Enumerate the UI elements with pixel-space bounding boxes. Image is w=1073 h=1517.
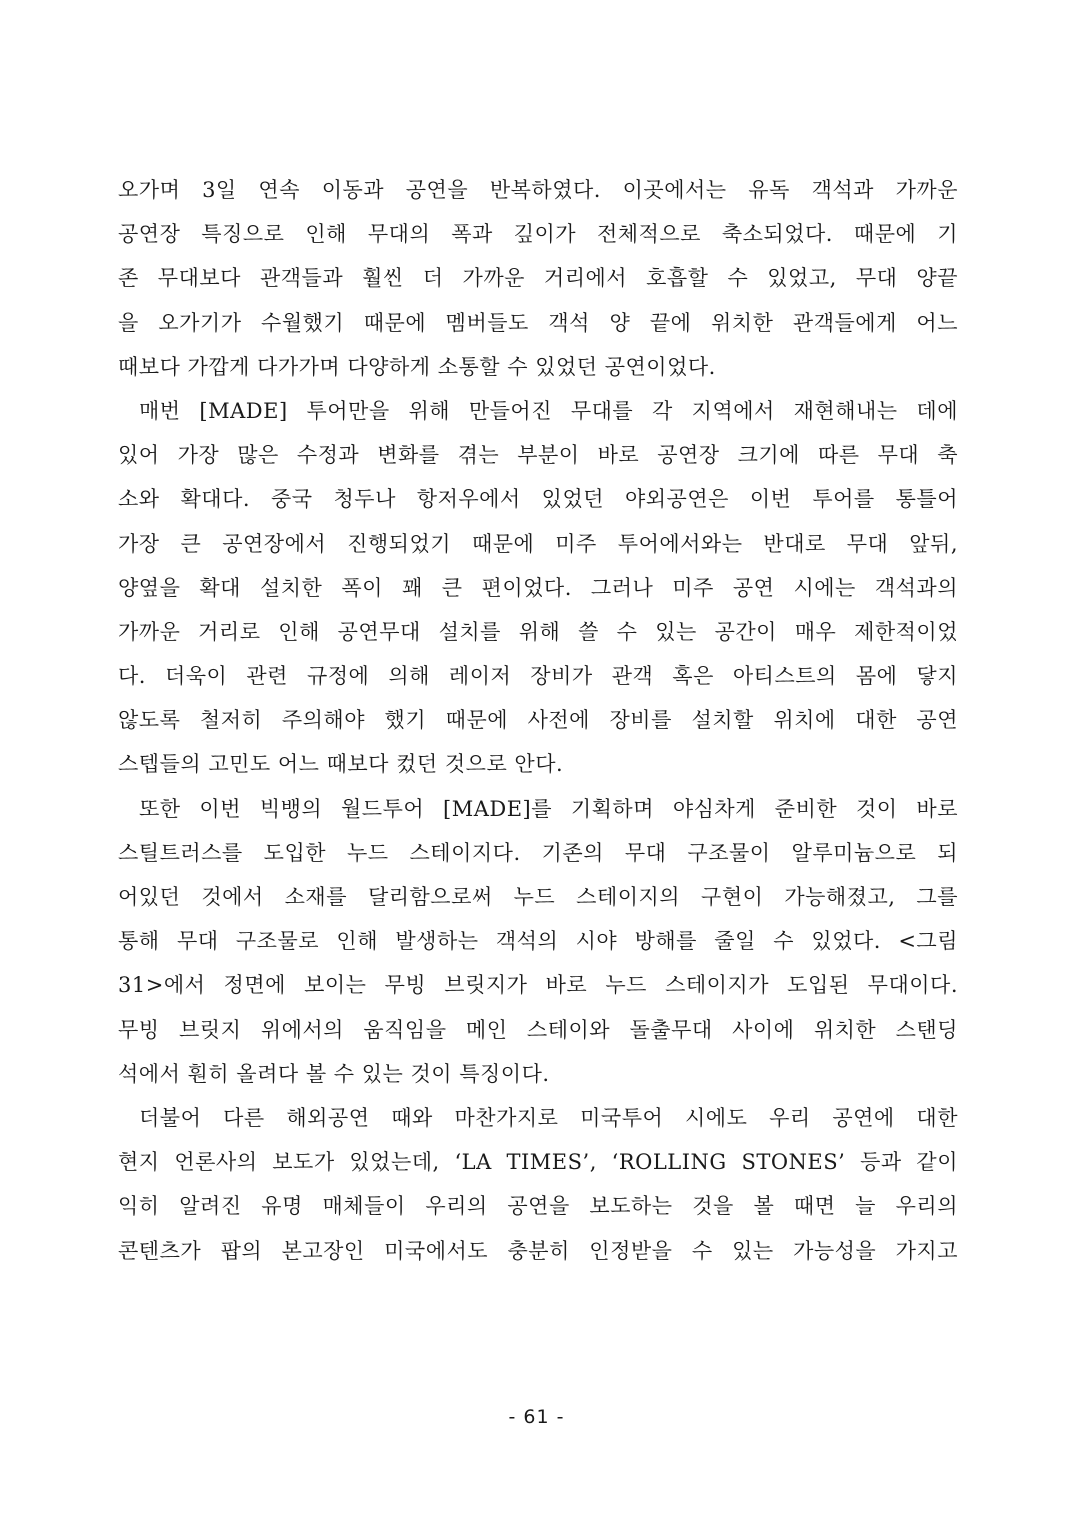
text-line: 스텝들의 고민도 어느 때보다 컸던 것으로 안다.	[118, 752, 564, 777]
text-line: 소와 확대다. 중국 청두나 항저우에서 있었던 야외공연은 이번 투어를 통틀어	[118, 487, 958, 512]
text-line: 존 무대보다 관객들과 훨씬 더 가까운 거리에서 호흡할 수 있었고, 무대 양끝	[118, 266, 958, 291]
text-line: 있어 가장 많은 수정과 변화를 겪는 부분이 바로 공연장 크기에 따른 무대 축	[118, 443, 958, 468]
text-line: 콘텐츠가 팝의 본고장인 미국에서도 충분히 인정받을 수 있는 가능성을 가지고	[118, 1238, 958, 1263]
text-line: 다. 더욱이 관련 규정에 의해 레이저 장비가 관객 혹은 아티스트의 몸에 닿지	[118, 664, 958, 689]
text-line: 양옆을 확대 설치한 폭이 꽤 큰 편이었다. 그러나 미주 공연 시에는 객석과의	[118, 575, 958, 600]
text-line: 현지 언론사의 보도가 있었는데, ‘LA TIMES’, ‘ROLLING STONES’ 등과 같이	[118, 1150, 958, 1175]
text-line: 매번 [MADE] 투어만을 위해 만들어진 무대를 각 지역에서 재현해내는 데에	[139, 398, 958, 423]
text-line: 통해 무대 구조물로 인해 발생하는 객석의 시야 방해를 줄일 수 있었다. <그림	[118, 929, 958, 954]
text-line: 가장 큰 공연장에서 진행되었기 때문에 미주 투어에서와는 반대로 무대 앞뒤,	[118, 531, 958, 556]
text-line: 더불어 다른 해외공연 때와 마찬가지로 미국투어 시에도 우리 공연에 대한	[139, 1105, 958, 1130]
paragraph-2	[118, 389, 958, 787]
text-line: 가까운 거리로 인해 공연무대 설치를 위해 쓸 수 있는 공간이 매우 제한적이었	[118, 619, 958, 644]
text-line: 익히 알려진 유명 매체들이 우리의 공연을 보도하는 것을 볼 때면 늘 우리의	[118, 1194, 958, 1219]
text-line: 때보다 가깝게 다가가며 다양하게 소통할 수 있었던 공연이었다.	[118, 354, 716, 379]
text-line: 스틸트러스를 도입한 누드 스테이지다. 기존의 무대 구조물이 알루미늄으로 되	[118, 840, 958, 865]
text-line: 공연장 특징으로 인해 무대의 폭과 깊이가 전체적으로 축소되었다. 때문에 기	[118, 222, 958, 247]
paragraph-1	[118, 168, 958, 389]
text-line: 석에서 훤히 올려다 볼 수 있는 것이 특징이다.	[118, 1061, 550, 1086]
paragraph-4	[118, 1096, 958, 1273]
body-text	[118, 168, 958, 1273]
text-line: 을 오가기가 수월했기 때문에 멤버들도 객석 양 끝에 위치한 관객들에게 어느	[118, 310, 958, 335]
text-line: 오가며 3일 연속 이동과 공연을 반복하였다. 이곳에서는 유독 객석과 가까운	[118, 178, 958, 202]
text-line: 어있던 것에서 소재를 달리함으로써 누드 스테이지의 구현이 가능해졌고, 그를	[118, 885, 958, 909]
text-line: 또한 이번 빅뱅의 월드투어 [MADE]를 기획하며 야심차게 준비한 것이 바로	[139, 796, 958, 821]
text-line: 무빙 브릿지 위에서의 움직임을 메인 스테이와 돌출무대 사이에 위치한 스탠딩	[118, 1017, 958, 1042]
text-line: 31>에서 정면에 보이는 무빙 브릿지가 바로 누드 스테이지가 도입된 무대이다.	[118, 973, 958, 998]
text-line: 않도록 철저히 주의해야 했기 때문에 사전에 장비를 설치할 위치에 대한 공연	[118, 708, 958, 733]
paragraph-3	[118, 787, 958, 1096]
page-number: - 61 -	[508, 1406, 565, 1428]
